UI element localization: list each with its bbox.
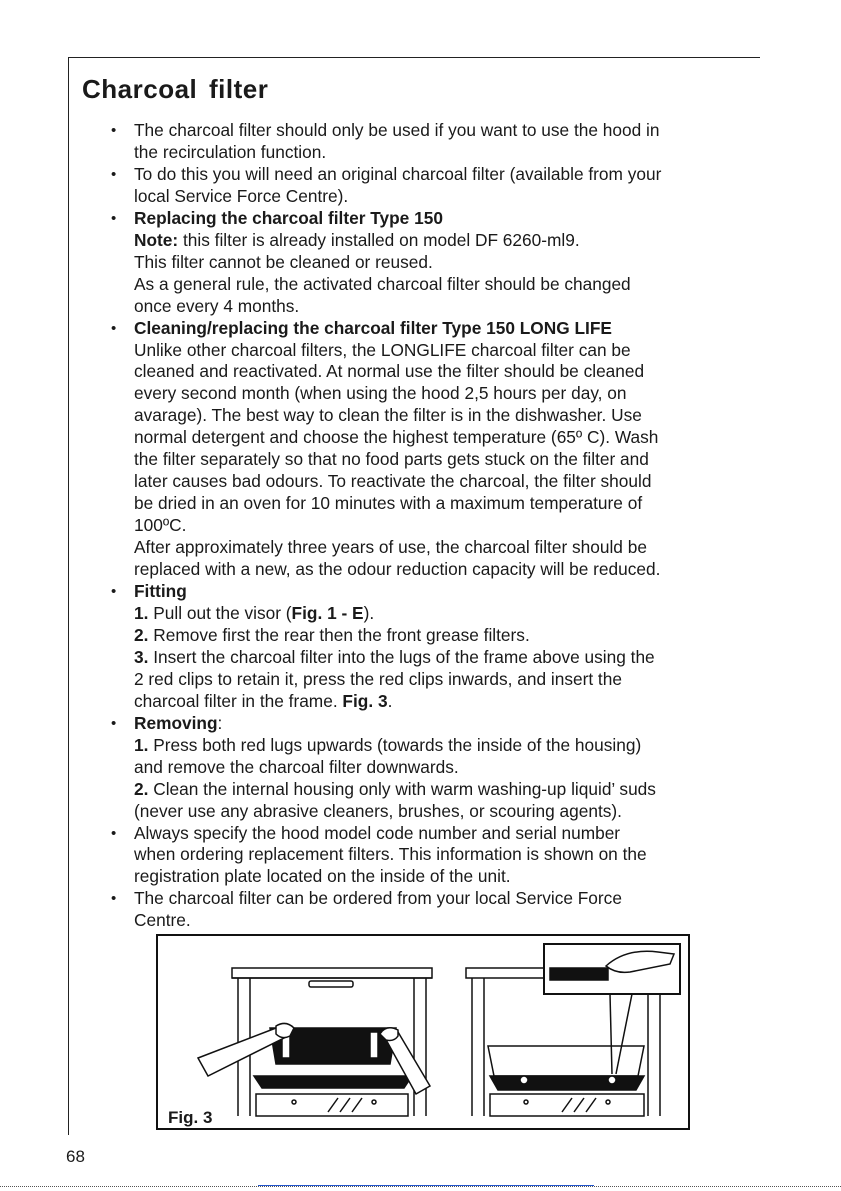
- left-margin-rule: [68, 57, 69, 1135]
- text-line: once every 4 months.: [134, 295, 300, 316]
- section-heading: Removing: [134, 712, 218, 733]
- step-text: Remove first the rear then the front grease filters.: [148, 624, 530, 645]
- text-line: be dried in an oven for 10 minutes with a maximum temperature of: [134, 493, 643, 514]
- step-number: 1.: [134, 602, 149, 623]
- text-line: avarage). The best way to clean the filter is in the dishwasher. Use: [134, 405, 642, 426]
- step-line: [134, 735, 731, 757]
- step-text: Press both red lugs upwards (towards the inside of the housing): [148, 734, 642, 755]
- step-text: ).: [363, 602, 375, 623]
- footer-dotted-rule: [0, 1186, 841, 1187]
- text-line: cleaned and reactivated. At normal use the filter should be cleaned: [134, 361, 645, 382]
- text-line: • The charcoal filter can be ordered from your local Service Force: [134, 888, 622, 909]
- text-line: • Always specify the hood model code number and serial number: [134, 822, 621, 843]
- note-line: [134, 230, 731, 252]
- hood-left-drawing: [198, 968, 432, 1116]
- text-line: 100ºC.: [134, 515, 187, 536]
- step-number: 2.: [134, 778, 149, 799]
- text-line: replaced with a new, as the odour reduction capacity will be reduced.: [134, 559, 661, 580]
- step-line: [134, 625, 731, 647]
- hood-right-drawing: [466, 944, 680, 1116]
- note-label: Note:: [134, 229, 179, 250]
- note-text: this filter is already installed on model DF 6260-ml9.: [178, 229, 580, 250]
- step-line: [134, 691, 731, 713]
- list-item-replacing: [111, 208, 731, 318]
- text-line: Centre.: [134, 910, 191, 931]
- page-title: Charcoal filter: [82, 74, 269, 104]
- step-text: Pull out the visor (: [148, 602, 292, 623]
- figure-3-illustration: [156, 934, 690, 1130]
- list-item: [111, 823, 731, 889]
- text-line: later causes bad odours. To reactivate the charcoal, the filter should: [134, 471, 652, 492]
- hood-illustration: [158, 936, 688, 1128]
- list-item-removing: [111, 713, 731, 823]
- list-item: [111, 120, 731, 164]
- text-line: Unlike other charcoal filters, the LONGLIFE charcoal filter can be: [134, 339, 631, 360]
- list-item-fitting: [111, 581, 731, 713]
- figure-label: Fig. 3: [168, 1108, 213, 1127]
- text-line: This filter cannot be cleaned or reused.: [134, 251, 433, 272]
- figure-reference: Fig. 1 - E: [291, 602, 364, 623]
- step-text: .: [387, 690, 393, 711]
- section-heading: • Fitting: [134, 581, 187, 602]
- list-item-cleaning: [111, 318, 731, 581]
- section-heading: • Cleaning/replacing the charcoal filter Type 150 LONG LIFE: [134, 317, 612, 338]
- section-heading: • Replacing the charcoal filter Type 150: [134, 207, 443, 228]
- top-rule: [68, 57, 760, 58]
- step-line: [134, 647, 731, 669]
- step-number: 1.: [134, 734, 149, 755]
- text-line: the filter separately so that no food parts gets stuck on the filter and: [134, 449, 649, 470]
- step-line: [134, 779, 731, 801]
- text-line: normal detergent and choose the highest temperature (65º C). Wash: [134, 427, 659, 448]
- list-item: [111, 888, 731, 932]
- text-line: (never use any abrasive cleaners, brushes, or scouring agents).: [134, 800, 622, 821]
- text-line: when ordering replacement filters. This information is shown on the: [134, 844, 647, 865]
- step-line: [134, 603, 731, 625]
- step-text: charcoal filter in the frame.: [134, 690, 343, 711]
- step-text: Insert the charcoal filter into the lugs of the frame above using the: [148, 646, 655, 667]
- step-number: 2.: [134, 624, 149, 645]
- text-line: • To do this you will need an original charcoal filter (available from your: [134, 163, 662, 184]
- text-line: the recirculation function.: [134, 141, 327, 162]
- figure-reference: Fig. 3: [342, 690, 388, 711]
- list-item: [111, 164, 731, 208]
- text-line: local Service Force Centre).: [134, 185, 349, 206]
- text-line: 2 red clips to retain it, press the red clips inwards, and insert the: [134, 668, 622, 689]
- step-text: Clean the internal housing only with warm washing-up liquid’ suds: [148, 778, 656, 799]
- page-number: 68: [66, 1147, 85, 1166]
- text-line: registration plate located on the inside of the unit.: [134, 866, 511, 887]
- text-line: and remove the charcoal filter downwards.: [134, 756, 459, 777]
- text-line: After approximately three years of use, the charcoal filter should be: [134, 537, 647, 558]
- step-number: 3.: [134, 646, 149, 667]
- section-heading-line: [134, 713, 731, 735]
- text-line: As a general rule, the activated charcoal filter should be changed: [134, 273, 631, 294]
- heading-suffix: :: [217, 712, 223, 733]
- instruction-list: [111, 120, 731, 932]
- text-line: every second month (when using the hood 2,5 hours per day, on: [134, 383, 627, 404]
- text-line: • The charcoal filter should only be used if you want to use the hood in: [134, 120, 660, 140]
- footer-link-underline[interactable]: [258, 1185, 594, 1186]
